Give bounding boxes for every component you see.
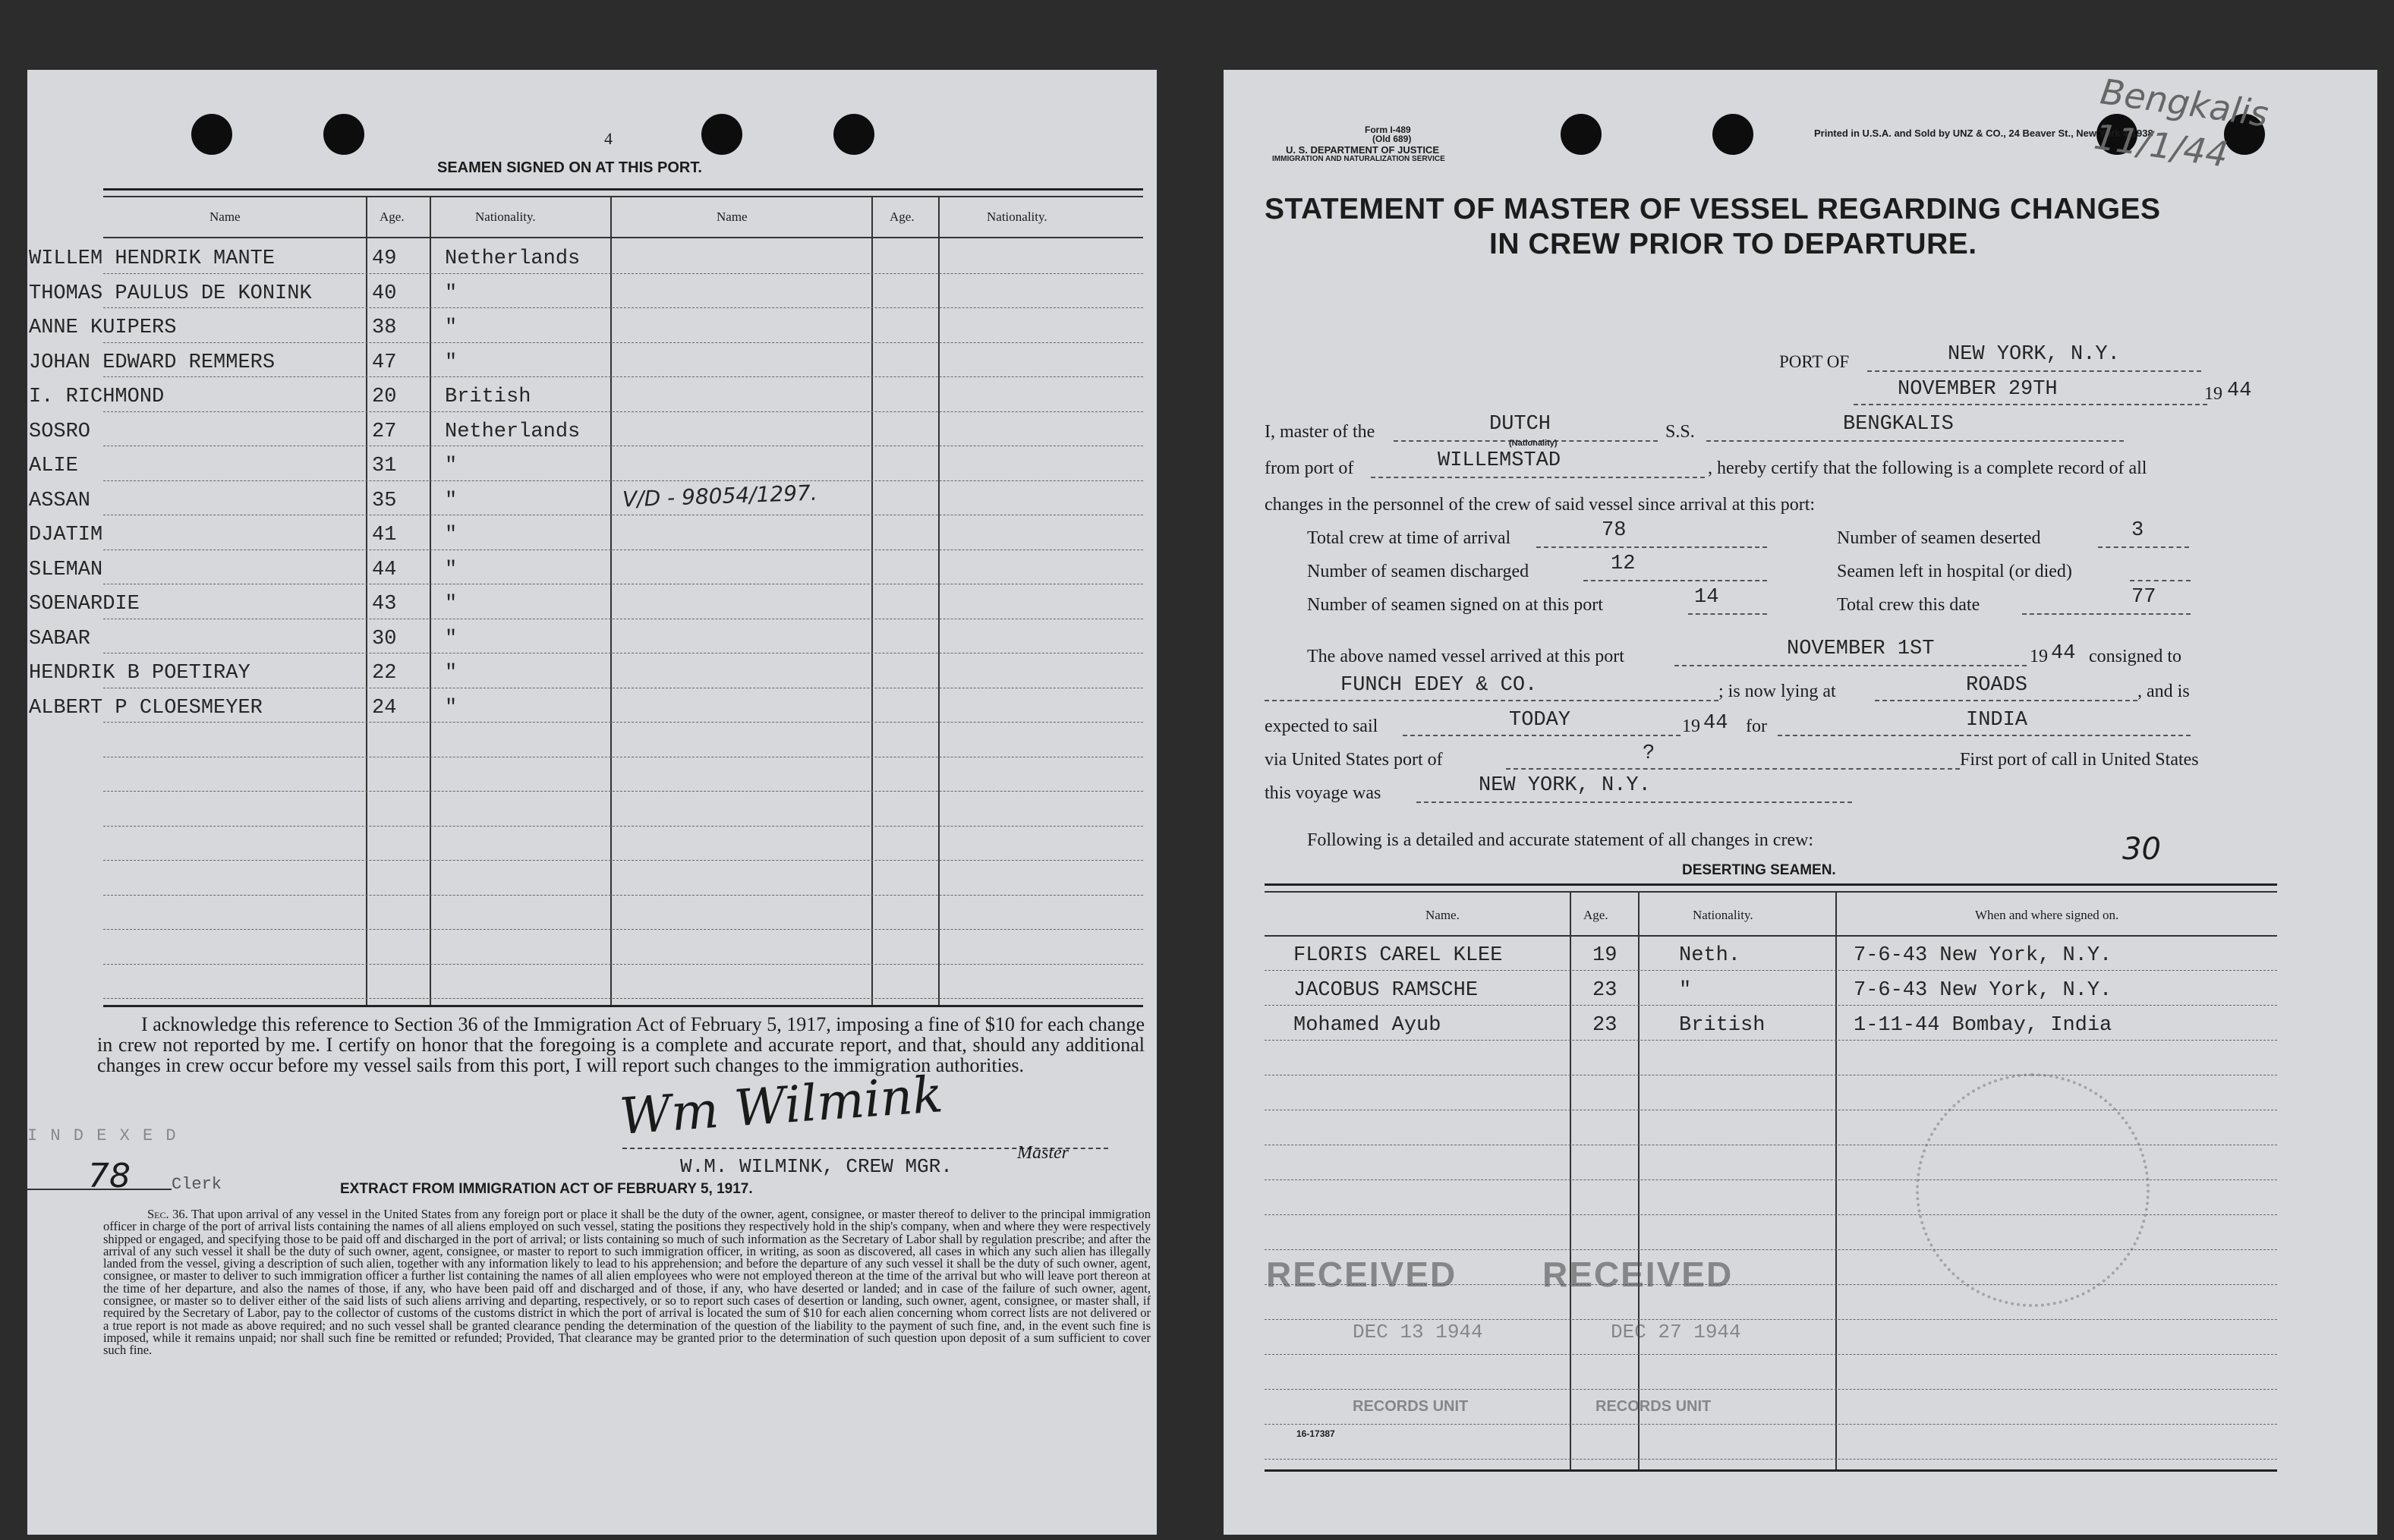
row-rule xyxy=(103,273,1143,274)
cell-nationality: Netherlands xyxy=(445,420,581,443)
section-body: That upon arrival of any vessel in the United States from any foreign port or place it shall be the duty of the owner, agent, consignee, or master thereof to deliver to the principal immigration officer in charge of the port of arrival lists containing the names of all aliens employed on such vessel, stating the positions they respectively hold in the ship's company, when and where they were respectively shipped or engaged, and specifying those to be paid off and discharged in the port of arrival; or lists containing so much of such information as the Secretary of Labor shall by regulation prescribe; and after the arrival of any such vessel it shall be the duty of such owner, agent, consignee, or master to report to such immigration officer, in writing, as soon as discovered, all cases in which any such alien has illegally landed from the vessel, giving a description of such alien, together with any information likely to lead to his apprehension; and before the departure of any such vessel it shall be the duty of such owner, agent, consignee, or master to deliver to such immigration officer a further list containing the names of all alien employees who were not employed thereon at the time of the arrival but who will leave port thereon at the time of her departure, and also the names of those, if any, who have been paid off and discharged and of those, if any, who have deserted or landed; and in case of the failure of such owner, agent, consignee, or master so to deliver either of the said lists of such aliens arriving and departing, respectively, or so to report such cases of desertion or landing, such owner, agent, consignee, or master shall, if required by the Secretary of Labor, pay to the collector of customs of the customs district in which the port of arrival is located the sum of $10 for each alien concerning whom correct lists are not delivered or a true report is not made as above required; and no such vessel shall be granted clearance pending the determination of the question of the liability to the payment of such fine, and, in the event such fine is imposed, while it remains unpaid; nor shall such fine be remitted or refunded; Provided, That clearance may be granted prior to the determination of such question upon deposit of a sum sufficient to cover such fine. xyxy=(103,1207,1151,1358)
row-rule xyxy=(103,722,1143,723)
lying-at: ROADS xyxy=(1966,674,2028,697)
cell-age: 22 xyxy=(372,662,397,685)
page-number: 4 xyxy=(604,129,613,148)
desert-header-nationality: Nationality. xyxy=(1693,908,1753,922)
service: IMMIGRATION AND NATURALIZATION SERVICE xyxy=(1272,155,1445,163)
header-nationality: Nationality. xyxy=(475,209,536,224)
via-value: ? xyxy=(1643,742,1655,765)
discharged-value: 12 xyxy=(1611,553,1636,575)
cell-age: 41 xyxy=(372,524,397,546)
header-name-2: Name xyxy=(717,209,748,224)
deserted-value: 3 xyxy=(2131,519,2144,542)
cell-signed: 7-6-43 New York, N.Y. xyxy=(1854,979,2112,1002)
punch-hole xyxy=(323,114,364,155)
row-rule xyxy=(1265,970,2277,971)
title-line-1: STATEMENT OF MASTER OF VESSEL REGARDING CHANGES xyxy=(1265,193,2161,225)
form-number: Form I-489 xyxy=(1365,124,1411,135)
row-rule xyxy=(1265,1459,2277,1460)
section-label: Sec. 36. xyxy=(147,1207,188,1221)
from-port-value: WILLEMSTAD xyxy=(1438,449,1561,472)
cell-age: 20 xyxy=(372,386,397,408)
vessel-name: BENGKALIS xyxy=(1843,413,1954,436)
clerk-number: 78 xyxy=(88,1157,131,1195)
row-rule xyxy=(1265,1319,2277,1320)
cell-age: 19 xyxy=(1592,944,1618,967)
signed-value: 14 xyxy=(1694,586,1719,609)
cell-name: WILLEM HENDRIK MANTE xyxy=(29,247,276,270)
cell-age: 47 xyxy=(372,351,397,374)
cell-name: SOSRO xyxy=(29,420,91,443)
row-rule xyxy=(103,376,1143,377)
nationality-value: DUTCH xyxy=(1489,413,1551,436)
consigned-text: consigned to xyxy=(2089,647,2181,666)
total-arrival-label: Total crew at time of arrival xyxy=(1307,528,1511,548)
row-rule xyxy=(103,998,1143,999)
voyage-value: NEW YORK, N.Y. xyxy=(1479,774,1651,797)
header-nationality-2: Nationality. xyxy=(987,209,1047,224)
cell-nationality: " xyxy=(445,455,458,477)
row-rule xyxy=(1265,1389,2277,1390)
cell-age: 40 xyxy=(372,282,397,305)
changes-text: changes in the personnel of the crew of said vessel since arrival at this port: xyxy=(1265,495,1816,515)
received-stamp-1 xyxy=(1266,1254,1457,1295)
year-prefix: 19 xyxy=(2204,384,2222,404)
cell-name: SLEMAN xyxy=(29,558,103,581)
via-label: via United States port of xyxy=(1265,750,1443,770)
signature-text: Wm Wilmink xyxy=(617,1065,945,1146)
punch-hole xyxy=(191,114,232,155)
row-rule xyxy=(1265,1354,2277,1355)
cell-name: SOENARDIE xyxy=(29,593,140,616)
master-name: W.M. WILMINK, CREW MGR. xyxy=(680,1155,953,1178)
acknowledgement-text: I acknowledge this reference to Section 36 of the Immigration Act of February 5, 1917, imposing a fine of $10 for each change in crew not reported by me. I certify on honor that the foregoing is a complete and accurate report, and that, should any additional changes in crew occur before my vessel sails from this port, I will report such changes to the immigration authorities. xyxy=(97,1013,1145,1076)
sail-year: 44 xyxy=(1703,712,1728,735)
nationality-caption: (Nationality) xyxy=(1509,439,1558,448)
total-date-label: Total crew this date xyxy=(1837,595,1980,615)
punch-hole xyxy=(1712,114,1753,155)
row-rule xyxy=(103,895,1143,896)
cell-nationality: Netherlands xyxy=(445,247,581,270)
desert-header-name: Name. xyxy=(1425,908,1460,922)
cell-signed: 7-6-43 New York, N.Y. xyxy=(1854,944,2112,967)
section-36-text xyxy=(103,1208,1151,1357)
total-date-value: 77 xyxy=(2131,586,2156,609)
header-age: Age. xyxy=(380,209,405,224)
clerk-label: Clerk xyxy=(172,1175,222,1194)
stamp-2-unit: RECORDS UNIT xyxy=(1595,1398,1712,1415)
master-of-label: I, master of the xyxy=(1265,422,1375,442)
cell-nationality: " xyxy=(445,627,458,650)
cell-age: 43 xyxy=(372,593,397,616)
right-page xyxy=(1224,70,2377,1535)
lying-text: ; is now lying at xyxy=(1718,682,1836,701)
row-rule xyxy=(1265,1005,2277,1006)
cell-name: FLORIS CAREL KLEE xyxy=(1293,944,1503,967)
row-rule xyxy=(1265,1424,2277,1425)
cell-nationality: " xyxy=(445,317,458,339)
cell-name: ANNE KUIPERS xyxy=(29,317,177,339)
row-rule xyxy=(1265,1040,2277,1041)
cell-age: 44 xyxy=(372,558,397,581)
and-is-text: , and is xyxy=(2137,682,2190,701)
cell-nationality: Neth. xyxy=(1679,944,1741,967)
arrived-year: 44 xyxy=(2051,642,2076,665)
date-value: NOVEMBER 29TH xyxy=(1898,378,2058,401)
ss-label: S.S. xyxy=(1665,422,1695,442)
voyage-label: this voyage was xyxy=(1265,783,1381,803)
stamp-1-unit: RECORDS UNIT xyxy=(1353,1398,1469,1415)
header-name: Name xyxy=(209,209,241,224)
signature xyxy=(618,1065,945,1146)
cell-nationality: " xyxy=(445,662,458,685)
cell-nationality: " xyxy=(445,558,458,581)
cell-nationality: " xyxy=(445,696,458,720)
cell-name: SABAR xyxy=(29,627,91,650)
cell-nationality: " xyxy=(445,351,458,374)
row-rule xyxy=(103,307,1143,308)
from-port-label: from port of xyxy=(1265,458,1354,478)
cell-nationality: " xyxy=(445,489,458,512)
cell-name: I. RICHMOND xyxy=(29,386,165,408)
cell-name: HENDRIK B POETIRAY xyxy=(29,662,250,685)
deserted-label: Number of seamen deserted xyxy=(1837,528,2041,548)
row-rule xyxy=(103,480,1143,481)
cell-name: JOHAN EDWARD REMMERS xyxy=(29,351,276,374)
cell-age: 23 xyxy=(1592,979,1618,1002)
year-value: 44 xyxy=(2227,379,2252,402)
first-port-label: First port of call in United States xyxy=(1960,750,2199,770)
signed-label: Number of seamen signed on at this port xyxy=(1307,595,1603,615)
cell-age: 35 xyxy=(372,489,397,512)
extract-title: EXTRACT FROM IMMIGRATION ACT OF FEBRUARY 5, 1917. xyxy=(340,1181,753,1197)
punch-hole xyxy=(833,114,874,155)
desert-header-signed: When and where signed on. xyxy=(1975,908,2119,922)
cell-name: ALBERT P CLOESMEYER xyxy=(29,696,263,720)
changes-count: 30 xyxy=(2122,832,2161,867)
cell-nationality: " xyxy=(1679,979,1692,1002)
consignee: FUNCH EDEY & CO. xyxy=(1340,674,1538,697)
indexed-stamp: I N D E X E D xyxy=(27,1126,178,1145)
cell-age: 31 xyxy=(372,455,397,477)
hospital-label: Seamen left in hospital (or died) xyxy=(1837,562,2072,581)
title-line-2: IN CREW PRIOR TO DEPARTURE. xyxy=(1489,228,1977,260)
sail-year-prefix: 19 xyxy=(1682,716,1700,736)
stamp-2-title: RECEIVED xyxy=(1542,1255,1734,1294)
left-title: SEAMEN SIGNED ON AT THIS PORT. xyxy=(437,159,702,176)
following-text: Following is a detailed and accurate statement of all changes in crew: xyxy=(1307,830,1814,850)
received-stamp-2 xyxy=(1542,1254,1733,1295)
cell-name: DJATIM xyxy=(29,524,103,546)
form-old: (Old 689) xyxy=(1372,134,1412,144)
row-rule xyxy=(103,964,1143,965)
punch-hole xyxy=(701,114,742,155)
certify-text: , hereby certify that the following is a complete record of all xyxy=(1708,458,2147,478)
printed-by: Printed in U.S.A. and Sold by UNZ & CO., 24 Beaver St., New York 4,1938 xyxy=(1814,128,2153,139)
cell-age: 23 xyxy=(1592,1014,1618,1037)
cell-age: 27 xyxy=(372,420,397,443)
cell-age: 30 xyxy=(372,627,397,650)
total-arrival-value: 78 xyxy=(1602,519,1627,542)
row-rule xyxy=(103,826,1143,827)
master-label: Master xyxy=(1017,1143,1069,1163)
cell-nationality: British xyxy=(445,386,531,408)
cell-age: 49 xyxy=(372,247,397,270)
round-postmark xyxy=(1916,1073,2150,1307)
cell-signed: 1-11-44 Bombay, India xyxy=(1854,1014,2112,1037)
row-rule xyxy=(103,791,1143,792)
cell-name: Mohamed Ayub xyxy=(1293,1014,1441,1037)
department: U. S. DEPARTMENT OF JUSTICE xyxy=(1286,144,1439,156)
deserting-title: DESERTING SEAMEN. xyxy=(1682,862,1836,878)
arrived-date: NOVEMBER 1ST xyxy=(1787,638,1935,660)
row-rule xyxy=(103,929,1143,930)
cell-name: THOMAS PAULUS DE KONINK xyxy=(29,282,312,305)
row-rule xyxy=(103,411,1143,412)
stamp-1-date: DEC 13 1944 xyxy=(1353,1321,1483,1343)
discharged-label: Number of seamen discharged xyxy=(1307,562,1529,581)
sail-value: TODAY xyxy=(1509,709,1571,732)
cell-name: ASSAN xyxy=(29,489,91,512)
desert-header-age: Age. xyxy=(1583,908,1608,922)
port-value: NEW YORK, N.Y. xyxy=(1948,343,2120,366)
corner-note: Bengkalis 11/1/44 xyxy=(2091,71,2271,175)
arrived-year-prefix: 19 xyxy=(2030,647,2048,666)
form-code: 16-17387 xyxy=(1296,1428,1335,1439)
arrived-text: The above named vessel arrived at this port xyxy=(1307,647,1624,666)
cell-age: 24 xyxy=(372,696,397,720)
destination: INDIA xyxy=(1966,709,2028,732)
for-label: for xyxy=(1746,716,1767,736)
left-page xyxy=(27,70,1157,1535)
cell-nationality: " xyxy=(445,524,458,546)
cell-age: 38 xyxy=(372,317,397,339)
cell-nationality: " xyxy=(445,282,458,305)
stamp-1-title: RECEIVED xyxy=(1266,1255,1457,1294)
row-rule xyxy=(103,860,1143,861)
stamp-2-date: DEC 27 1944 xyxy=(1611,1321,1741,1343)
punch-hole xyxy=(1561,114,1602,155)
cell-name: JACOBUS RAMSCHE xyxy=(1293,979,1479,1002)
cell-name: ALIE xyxy=(29,455,78,477)
cell-nationality: " xyxy=(445,593,458,616)
sail-label: expected to sail xyxy=(1265,716,1378,736)
handwritten-note: V/D - 98054/1297. xyxy=(622,480,818,512)
row-rule xyxy=(103,342,1143,343)
header-age-2: Age. xyxy=(890,209,915,224)
port-label: PORT OF xyxy=(1779,352,1850,371)
cell-nationality: British xyxy=(1679,1014,1766,1037)
